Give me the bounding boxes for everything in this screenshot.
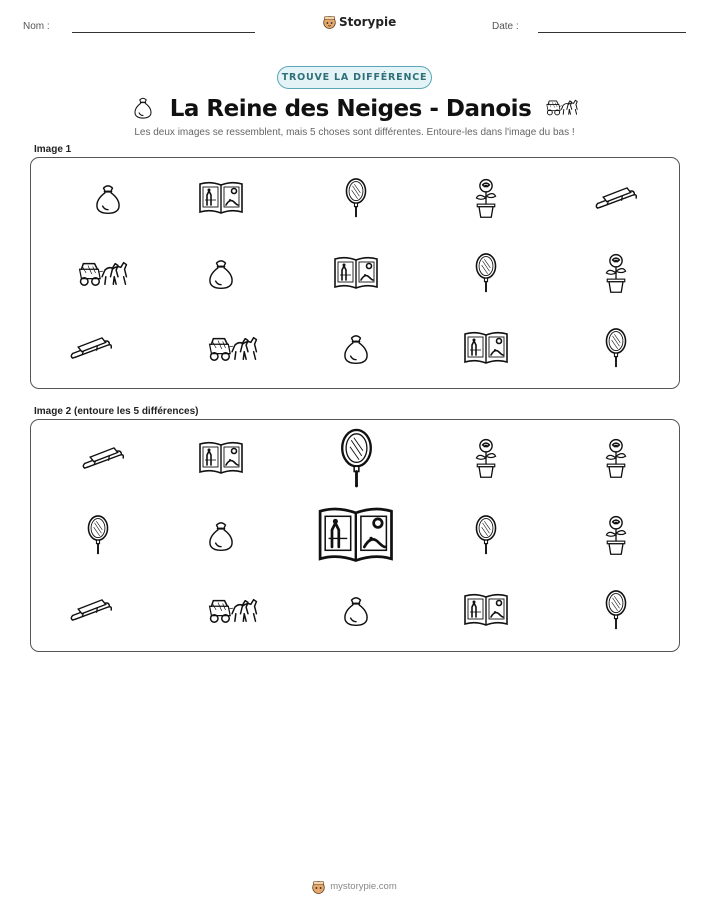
sled-icon[interactable]	[69, 595, 113, 625]
title-row	[0, 90, 709, 128]
book-icon[interactable]	[462, 590, 510, 630]
mirror-icon[interactable]	[473, 514, 499, 556]
carriage-icon	[545, 90, 579, 128]
rose-icon[interactable]	[471, 437, 501, 479]
image2-label: Image 2 (entoure les 5 différences)	[34, 406, 199, 417]
sack-icon	[203, 255, 239, 291]
mirror-icon[interactable]	[337, 427, 376, 490]
category-badge: TROUVE LA DIFFÉRENCE	[277, 66, 432, 89]
image1-panel	[30, 157, 680, 389]
rose-icon	[601, 252, 631, 294]
mirror-icon	[343, 177, 369, 219]
name-line[interactable]	[72, 32, 255, 33]
book-icon[interactable]	[197, 438, 245, 478]
pie-mascot-icon	[312, 879, 325, 894]
sack-icon[interactable]	[338, 592, 374, 628]
sack-icon	[90, 180, 126, 216]
mirror-icon[interactable]	[85, 514, 111, 556]
footer	[0, 879, 709, 894]
image2-panel[interactable]	[30, 419, 680, 652]
mirror-icon[interactable]	[603, 589, 629, 631]
carriage-icon	[206, 333, 260, 363]
pie-mascot-icon	[323, 14, 336, 29]
rose-icon[interactable]	[601, 514, 631, 556]
name-label: Nom :	[23, 21, 50, 32]
brand-logo	[323, 14, 396, 29]
page-title: La Reine des Neiges - Danois	[169, 96, 532, 122]
date-label: Date :	[492, 21, 519, 32]
sack-icon[interactable]	[203, 517, 239, 553]
sled-icon[interactable]	[81, 443, 125, 473]
carriage-icon[interactable]	[206, 595, 260, 625]
carriage-icon	[76, 258, 130, 288]
rose-icon	[471, 177, 501, 219]
image1-label: Image 1	[34, 144, 72, 155]
rose-icon[interactable]	[601, 437, 631, 479]
sled-icon	[69, 333, 113, 363]
brand-name: Storypie	[339, 14, 397, 29]
book-icon[interactable]	[315, 501, 397, 569]
sack-icon	[130, 94, 156, 124]
mirror-icon	[603, 327, 629, 369]
instructions: Les deux images se ressemblent, mais 5 choses sont différentes. Entoure-les dans l'image du bas !	[134, 127, 575, 138]
mirror-icon	[473, 252, 499, 294]
footer-url[interactable]: mystorypie.com	[330, 881, 397, 892]
sack-icon	[338, 330, 374, 366]
book-icon	[462, 328, 510, 368]
book-icon	[197, 178, 245, 218]
sled-icon	[594, 183, 638, 213]
book-icon	[332, 253, 380, 293]
date-line[interactable]	[538, 32, 686, 33]
